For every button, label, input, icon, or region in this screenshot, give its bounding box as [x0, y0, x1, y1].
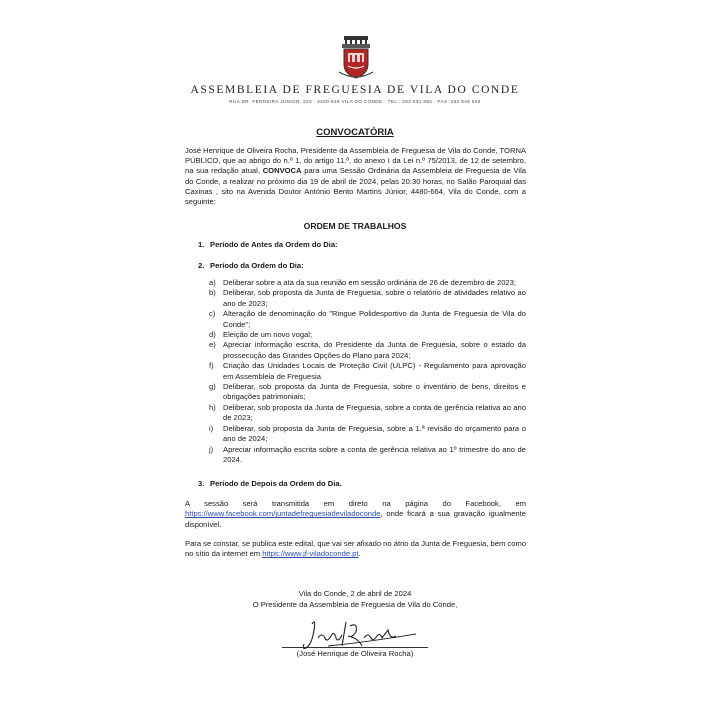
- item-letter: g): [209, 382, 216, 392]
- item-letter: h): [209, 402, 216, 412]
- agenda-item: [209, 330, 526, 340]
- item-text: Apreciar informação escrita, do Presidente da Junta de Freguesia, sobre o estado da prossecução das Grandes Opções do Plano para 2024;: [223, 340, 526, 360]
- signatory-name: (José Henrique de Oliveira Rocha): [296, 649, 414, 658]
- facebook-link[interactable]: https://www.facebook.com/juntadefreguesiadeviladoconde: [185, 509, 381, 519]
- agenda-item: [209, 361, 526, 382]
- item-letter: a): [209, 278, 216, 287]
- agenda-point-1: [198, 240, 338, 249]
- item-letter: i): [209, 423, 214, 433]
- point-label: Período de Depois da Ordem do Dia.: [210, 479, 342, 488]
- signature-line: [282, 647, 428, 648]
- publication-text-2: .: [358, 549, 361, 559]
- agenda-item: [209, 382, 526, 403]
- item-text: Deliberar, sob proposta da Junta de Freguesia, sobre a conta de gerência relativa ao ano de 2023;: [223, 402, 526, 423]
- publication-paragraph: [185, 539, 526, 560]
- item-text: Apreciar informação escrita sobre a conta de gerência relativa ao 1º trimestre do ano de 2024.: [223, 444, 526, 464]
- item-text: Deliberar sobre a ata da sua reunião em sessão ordinária de 26 de dezembro de 2023;: [223, 278, 516, 287]
- agenda-item: [209, 445, 526, 466]
- agenda-item: [209, 424, 526, 445]
- agenda-point-2: [198, 261, 304, 270]
- agenda-title: ORDEM DE TRABALHOS: [303, 221, 407, 231]
- agenda-item: [209, 340, 526, 361]
- point-number: 3.: [198, 479, 205, 488]
- intro-paragraph: [185, 146, 526, 207]
- organization-address: RUA DR. FERREIRA JÚNIOR, 220 · 4480-818 VILA DO CONDE · TEL.: 252 631 894 · FAX: 252 646 536: [229, 99, 481, 104]
- item-text: Eleição de um novo vogal;: [223, 330, 313, 340]
- broadcast-text-2: , onde ficará a sua gravação igualmente disponível.: [185, 509, 526, 529]
- point-label: Período da Ordem do Dia:: [210, 261, 304, 270]
- item-letter: e): [209, 340, 216, 350]
- broadcast-text-1: A sessão será transmitida em direto na página do Facebook, em: [185, 499, 526, 508]
- point-number: 2.: [198, 261, 205, 270]
- agenda-items-list: [209, 278, 526, 465]
- broadcast-paragraph: [185, 499, 526, 530]
- organization-name: ASSEMBLEIA DE FREGUESIA DE VILA DO CONDE: [190, 84, 520, 96]
- item-letter: c): [209, 309, 216, 319]
- signoff-role: O Presidente da Assembleia de Freguesia de Vila do Conde,: [252, 600, 458, 609]
- publication-text-1: Para se constar, se publica este edital, que vai ser afixado no átrio da Junta de Freguesia, bem como no sítio da internet em: [185, 539, 526, 559]
- point-label: Período de Antes da Ordem do Dia:: [210, 240, 338, 249]
- agenda-item: [209, 309, 526, 330]
- agenda-item: [209, 403, 526, 424]
- intro-convoca: CONVOCA: [262, 166, 302, 176]
- point-number: 1.: [198, 240, 205, 249]
- intro-text-1: José Henrique de Oliveira Rocha, Presidente da Assembleia de Freguesia de Vila do Conde, TORNA PÚBLICO, que ao abrigo do n.º 1, do artigo 11.º, do anexo I da Lei n.º 75/2013, de 12 de setembro, na sua redação atual,: [185, 146, 526, 176]
- item-letter: j): [209, 444, 214, 454]
- intro-text-2: para uma Sessão Ordinária da Assembleia de Freguesia de Vila do Conde, a realizar no próximo dia 19 de abril de 2024, pelas 20:30 horas, no Salão Paroquial das Caxinas , sito na Avenida Doutor António Bento Martins Júnior, 4480-664, Vila do Conde, com a seguinte:: [185, 166, 526, 207]
- document-title: CONVOCATÓRIA: [316, 127, 394, 138]
- signoff-place-date: Vila do Conde, 2 de abril de 2024: [298, 589, 412, 598]
- item-text: Deliberar, sob proposta da Junta de Freguesia, sobre a 1.ª revisão do orçamento para o ano de 2024;: [223, 423, 526, 444]
- agenda-item: [209, 288, 526, 309]
- agenda-point-3: [198, 479, 342, 488]
- website-link[interactable]: https://www.jf-viladoconde.pt: [262, 549, 359, 559]
- item-text: Alteração de denominação do "Ringue Polidesportivo da Junta de Freguesia de Vila do Conde";: [223, 309, 526, 329]
- item-text: Deliberar, sob proposta da Junta de Freguesia, sobre o inventário de bens, direitos e obrigações patrimoniais;: [223, 382, 526, 402]
- item-letter: d): [209, 330, 216, 340]
- item-letter: f): [209, 361, 214, 371]
- item-text: Criação das Unidades Locais de Proteção Civil (ULPC) - Regulamento para aprovação em Assembleia de Freguesia: [223, 361, 526, 381]
- item-letter: b): [209, 288, 216, 298]
- agenda-item: [209, 278, 526, 288]
- coat-of-arms-logo: [336, 36, 376, 80]
- item-text: Deliberar, sob proposta da Junta de Freguesia, sobre o relatório de atividades relativo ao ano de 2023;: [223, 288, 526, 308]
